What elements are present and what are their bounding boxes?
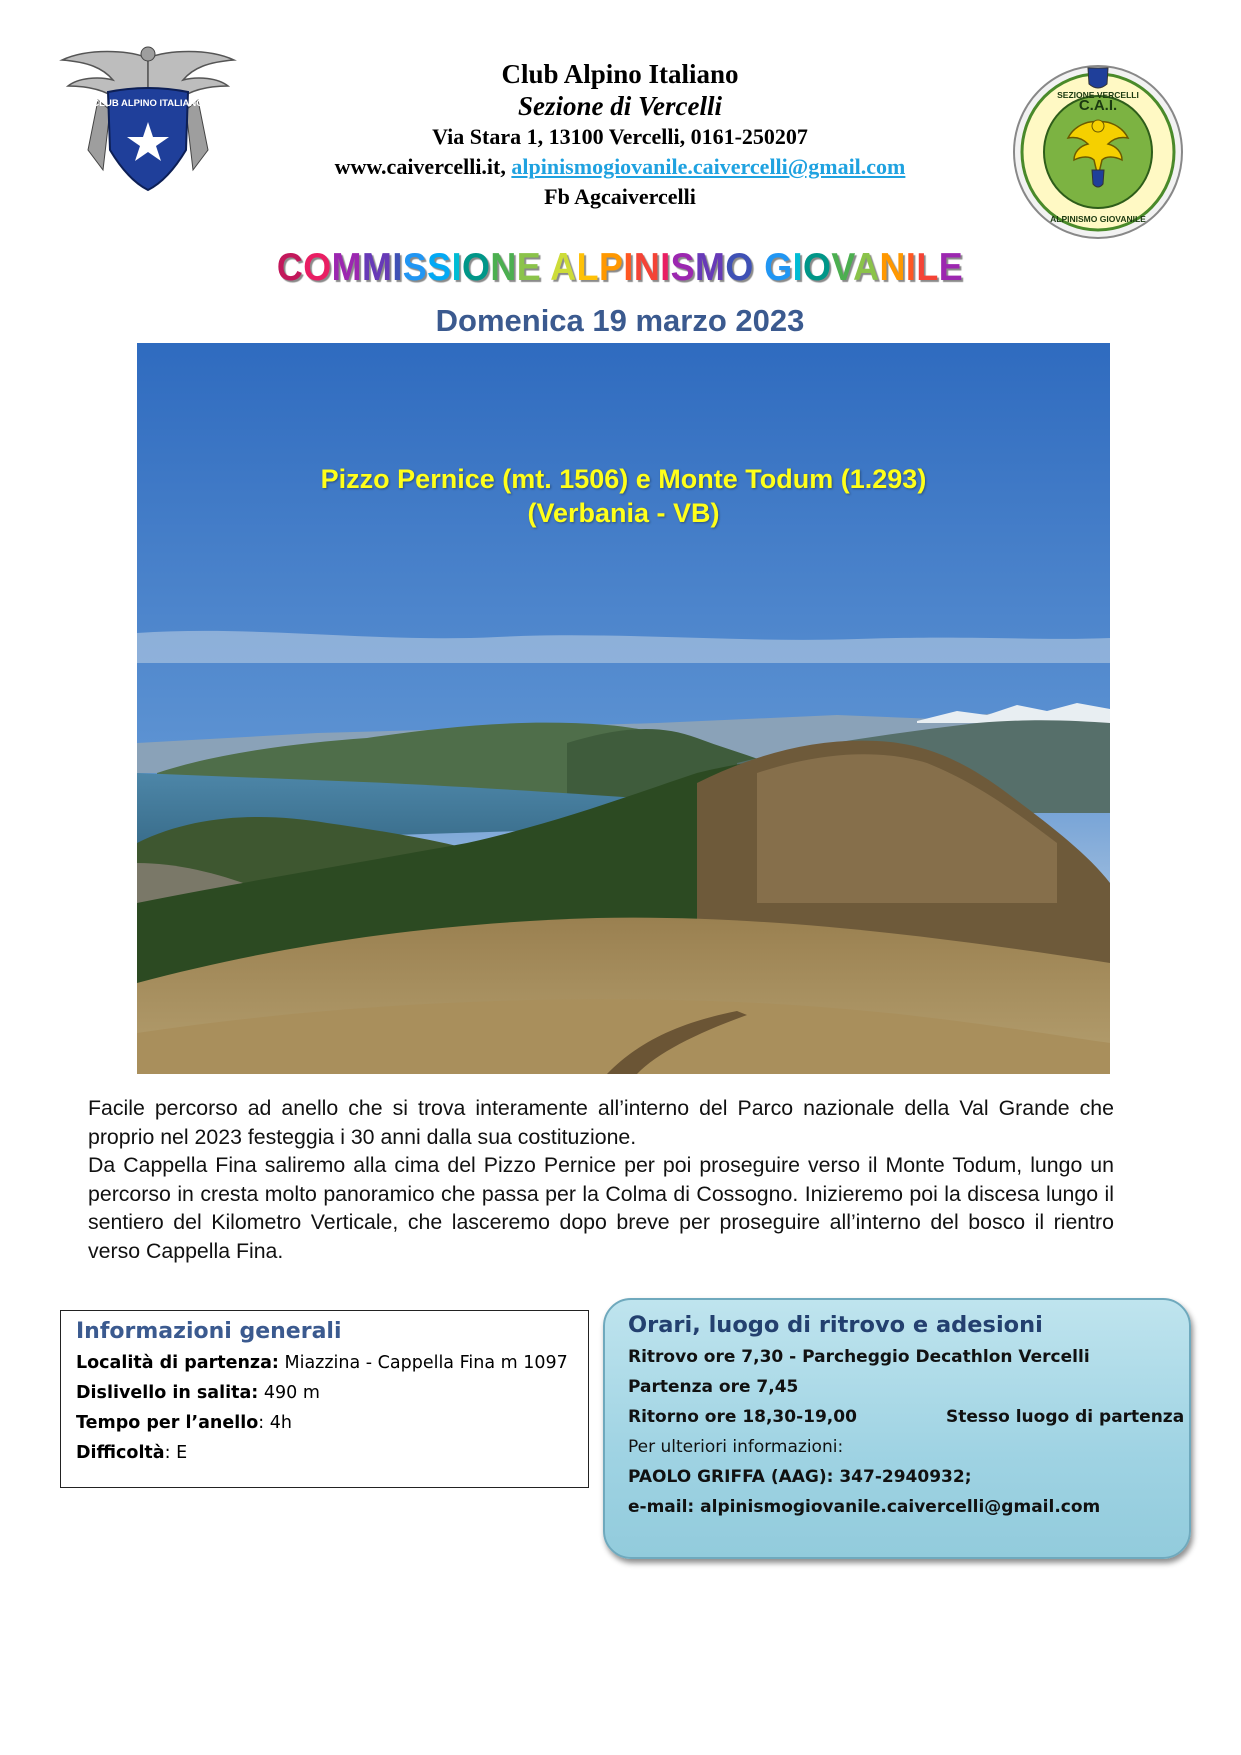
title-letter: N	[633, 246, 661, 289]
title-letter: N	[490, 246, 517, 289]
title-letter: L	[916, 246, 939, 289]
return-time: Ritorno ore 18,30-19,00	[628, 1407, 857, 1427]
info-label: Tempo per l’anello	[76, 1413, 259, 1433]
title-letter: I	[623, 246, 634, 289]
title-letter: S	[402, 246, 428, 289]
badge-top-text: SEZIONE VERCELLI	[1057, 90, 1139, 100]
schedule-box	[603, 1298, 1191, 1559]
info-label: Dislivello in salita	[76, 1383, 252, 1403]
title-letter: M	[361, 246, 393, 289]
title-letter: I	[660, 246, 671, 289]
address: Via Stara 1, 13100 Vercelli, 0161-250207	[432, 124, 808, 149]
mountain-landscape-photo	[137, 343, 1110, 1074]
title-letter: E	[516, 246, 542, 289]
title-letter: A	[853, 246, 880, 289]
info-row-start: Località di partenza: Miazzina - Cappella Fina m 1097	[76, 1353, 568, 1373]
title-letter: I	[905, 246, 917, 289]
title-letter: S	[670, 246, 696, 289]
title-letter: O	[803, 246, 832, 289]
info-label: Difficoltà	[76, 1443, 165, 1463]
title-letter	[541, 246, 550, 289]
schedule-title: Orari, luogo di ritrovo e adesioni	[628, 1312, 1043, 1338]
meeting-time: Ritrovo ore 7,30 - Parcheggio Decathlon Vercelli	[628, 1347, 1090, 1367]
more-info-label: Per ulteriori informazioni:	[628, 1437, 844, 1457]
info-value: 490 m	[263, 1383, 320, 1403]
title-letter: M	[331, 246, 362, 289]
title-letter: S	[427, 246, 452, 289]
title-letter: P	[599, 246, 624, 289]
contact-email: e-mail: alpinismogiovanile.caivercelli@gmail.com	[628, 1497, 1101, 1517]
title-letter: C	[276, 246, 304, 289]
org-name: Club Alpino Italiano	[501, 59, 739, 89]
title-letter: L	[576, 246, 600, 289]
badge-bottom-text: ALPINISMO GIOVANILE	[1050, 214, 1146, 224]
commission-title	[188, 246, 1053, 290]
contact-line	[250, 152, 990, 182]
badge-center-text: C.A.I.	[1078, 97, 1118, 114]
section-name: Sezione di Vercelli	[518, 91, 722, 121]
return-row	[628, 1402, 1185, 1432]
email-link[interactable]: alpinismogiovanile.caivercelli@gmail.com	[511, 154, 906, 179]
description-paragraph-1: Facile percorso ad anello che si trova interamente all’interno del Parco nazionale della Val Grande che proprio nel 2023 festeggia i 30 anni dalla sua costituzione.	[88, 1096, 1114, 1149]
info-value: Miazzina - Cappella Fina m 1097	[284, 1353, 568, 1373]
website: www.caivercelli.it,	[334, 154, 512, 179]
info-row-difficulty: Difficoltà: E	[76, 1443, 188, 1463]
info-row-time: Tempo per l’anello: 4h	[76, 1413, 292, 1433]
info-label: Località di partenza	[76, 1353, 272, 1373]
title-letter	[754, 246, 764, 289]
title-letter: V	[831, 246, 854, 289]
caption-line-2: (Verbania - VB)	[527, 498, 720, 528]
info-value: 4h	[269, 1413, 292, 1433]
title-letter: G	[764, 246, 793, 289]
title-letter: O	[462, 246, 491, 289]
title-letter: M	[695, 246, 726, 289]
cai-logo	[58, 40, 238, 200]
photo-caption	[137, 462, 1110, 530]
facebook-page: Fb Agcaivercelli	[544, 184, 696, 209]
event-date: Domenica 19 marzo 2023	[435, 303, 805, 338]
title-letter: I	[792, 246, 804, 289]
cai-logo-text: CLUB ALPINO ITALIANO	[92, 98, 204, 109]
title-letter: N	[879, 246, 906, 289]
title-letter: O	[725, 246, 754, 289]
section-badge-logo	[1008, 52, 1188, 242]
return-place: Stesso luogo di partenza	[946, 1407, 1185, 1427]
route-description	[88, 1094, 1114, 1266]
title-letter: E	[938, 246, 964, 289]
info-row-elevation: Dislivello in salita: 490 m	[76, 1383, 320, 1403]
description-paragraph-2: Da Cappella Fina saliremo alla cima del Pizzo Pernice per poi proseguire verso il Monte Todum, lungo un percorso in cresta molto panoramico che passa per la Colma di Cossogno. Inizieremo poi la discesa lungo il sentiero del Kilometro Verticale, che lasceremo dopo breve per proseguire all’interno del bosco il rientro verso Cappella Fina.	[88, 1153, 1114, 1263]
title-letter: O	[303, 246, 332, 289]
general-info-box	[60, 1310, 589, 1488]
title-letter: A	[550, 246, 577, 289]
info-title: Informazioni generali	[76, 1319, 342, 1344]
title-letter: I	[392, 246, 403, 289]
contact-person: PAOLO GRIFFA (AAG): 347-2940932;	[628, 1467, 972, 1487]
header-block	[250, 58, 990, 212]
caption-line-1: Pizzo Pernice (mt. 1506) e Monte Todum (1.293)	[320, 464, 927, 494]
departure-time: Partenza ore 7,45	[628, 1377, 799, 1397]
title-letter: I	[451, 246, 463, 289]
info-value: E	[176, 1443, 188, 1463]
